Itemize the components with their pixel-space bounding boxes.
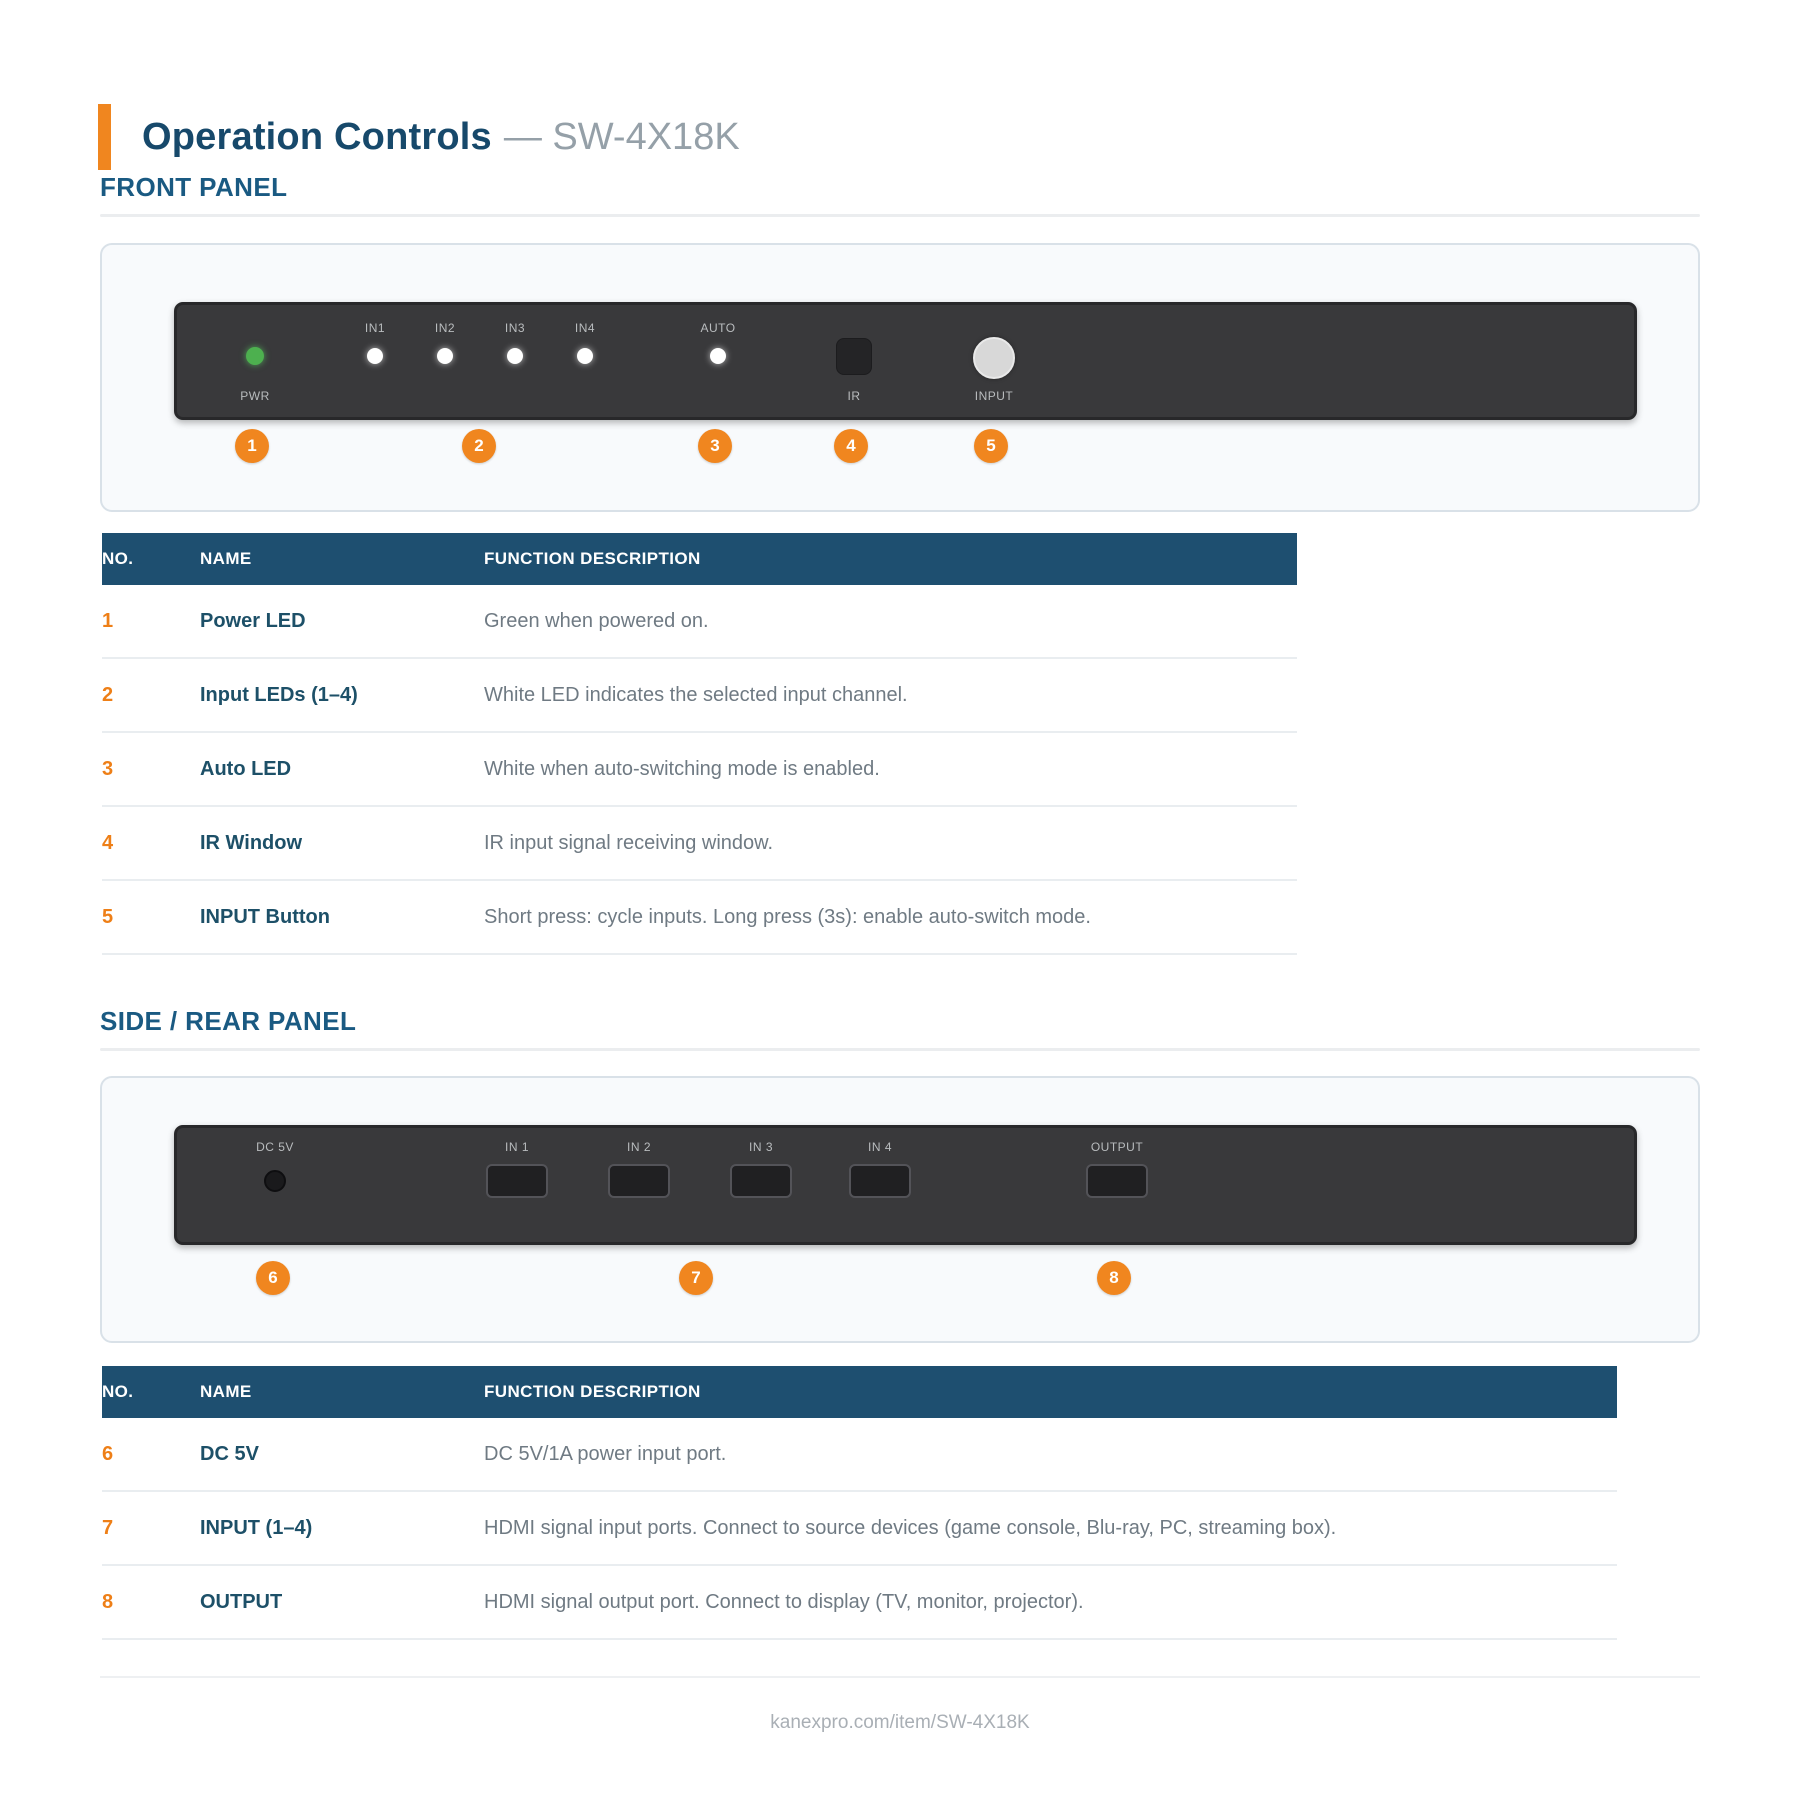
col-header-desc: FUNCTION DESCRIPTION	[484, 533, 1297, 585]
table-row	[102, 1565, 1617, 1639]
table-row	[102, 880, 1297, 954]
rear-panel-heading: SIDE / REAR PANEL	[100, 1006, 357, 1036]
callout-badge-7: 7	[679, 1261, 713, 1295]
page-title: Operation Controls	[142, 115, 492, 158]
page-footer	[0, 1712, 1800, 1734]
row-no: 1	[102, 585, 200, 658]
row-name: DC 5V	[200, 1418, 484, 1491]
row-desc: HDMI signal output port. Connect to display (TV, monitor, projector).	[484, 1565, 1617, 1639]
hdmi-in2-port	[608, 1164, 670, 1198]
front-panel-table	[102, 533, 1297, 955]
hdmi-in1-port	[486, 1164, 548, 1198]
auto-led-indicator	[710, 348, 726, 364]
title-block	[98, 104, 740, 170]
callout-badge-2: 2	[462, 429, 496, 463]
row-desc: White LED indicates the selected input channel.	[484, 658, 1297, 732]
in4-led-label: IN4	[574, 321, 596, 335]
row-desc: Short press: cycle inputs. Long press (3s): enable auto-switch mode.	[484, 880, 1297, 954]
title-accent-bar	[98, 104, 111, 170]
col-header-name: NAME	[200, 533, 484, 585]
front-panel-card	[100, 243, 1700, 512]
table-header-row	[102, 1366, 1617, 1418]
rear-section-divider	[100, 1048, 1700, 1051]
row-name: OUTPUT	[200, 1565, 484, 1639]
row-no: 2	[102, 658, 200, 732]
in3-led-indicator	[507, 348, 523, 364]
page-subtitle: — SW-4X18K	[503, 115, 740, 158]
row-name: IR Window	[200, 806, 484, 880]
table-header-row	[102, 533, 1297, 585]
auto-led-label: AUTO	[700, 321, 736, 335]
row-name: INPUT Button	[200, 880, 484, 954]
hdmi-in4-port	[849, 1164, 911, 1198]
in2-port-label: IN 2	[626, 1140, 652, 1154]
input-button[interactable]	[973, 337, 1015, 379]
dc5v-label: DC 5V	[256, 1140, 294, 1154]
row-no: 7	[102, 1491, 200, 1565]
rear-panel-table	[102, 1366, 1617, 1640]
callout-badge-6: 6	[256, 1261, 290, 1295]
row-desc: IR input signal receiving window.	[484, 806, 1297, 880]
in3-led-label: IN3	[504, 321, 526, 335]
callout-badge-3: 3	[698, 429, 732, 463]
row-no: 3	[102, 732, 200, 806]
row-name: Input LEDs (1–4)	[200, 658, 484, 732]
in1-port-label: IN 1	[504, 1140, 530, 1154]
table-row	[102, 1491, 1617, 1565]
callout-badge-8: 8	[1097, 1261, 1131, 1295]
hdmi-output-port	[1086, 1164, 1148, 1198]
in1-led-indicator	[367, 348, 383, 364]
hdmi-in3-port	[730, 1164, 792, 1198]
input-button-label: INPUT	[974, 389, 1014, 403]
in4-led-indicator	[577, 348, 593, 364]
table-row	[102, 806, 1297, 880]
ir-label: IR	[847, 389, 861, 403]
row-no: 4	[102, 806, 200, 880]
rear-panel-card	[100, 1076, 1700, 1343]
in2-led-label: IN2	[434, 321, 456, 335]
row-no: 6	[102, 1418, 200, 1491]
row-name: Power LED	[200, 585, 484, 658]
row-no: 5	[102, 880, 200, 954]
output-port-label: OUTPUT	[1090, 1140, 1144, 1154]
row-desc: White when auto-switching mode is enabled.	[484, 732, 1297, 806]
row-desc: DC 5V/1A power input port.	[484, 1418, 1617, 1491]
callout-badge-4: 4	[834, 429, 868, 463]
dc-power-jack	[264, 1170, 286, 1192]
col-header-desc: FUNCTION DESCRIPTION	[484, 1366, 1617, 1418]
table-row	[102, 658, 1297, 732]
table-row	[102, 1418, 1617, 1491]
col-header-no: NO.	[102, 533, 200, 585]
row-desc: Green when powered on.	[484, 585, 1297, 658]
in3-port-label: IN 3	[748, 1140, 774, 1154]
callout-badge-5: 5	[974, 429, 1008, 463]
front-panel-device	[174, 302, 1637, 420]
row-desc: HDMI signal input ports. Connect to source devices (game console, Blu-ray, PC, streaming box).	[484, 1491, 1617, 1565]
ir-window	[836, 338, 872, 375]
rear-panel-device	[174, 1125, 1637, 1245]
pwr-label: PWR	[240, 389, 270, 403]
in2-led-indicator	[437, 348, 453, 364]
front-section-divider	[100, 214, 1700, 217]
footer-divider	[100, 1676, 1700, 1678]
row-name: INPUT (1–4)	[200, 1491, 484, 1565]
power-led-indicator	[246, 347, 264, 365]
in1-led-label: IN1	[364, 321, 386, 335]
in4-port-label: IN 4	[867, 1140, 893, 1154]
table-row	[102, 585, 1297, 658]
row-no: 8	[102, 1565, 200, 1639]
row-name: Auto LED	[200, 732, 484, 806]
col-header-no: NO.	[102, 1366, 200, 1418]
col-header-name: NAME	[200, 1366, 484, 1418]
footer-link[interactable]: kanexpro.com/item/SW-4X18K	[770, 1712, 1030, 1733]
front-panel-heading: FRONT PANEL	[100, 172, 288, 202]
table-row	[102, 732, 1297, 806]
callout-badge-1: 1	[235, 429, 269, 463]
